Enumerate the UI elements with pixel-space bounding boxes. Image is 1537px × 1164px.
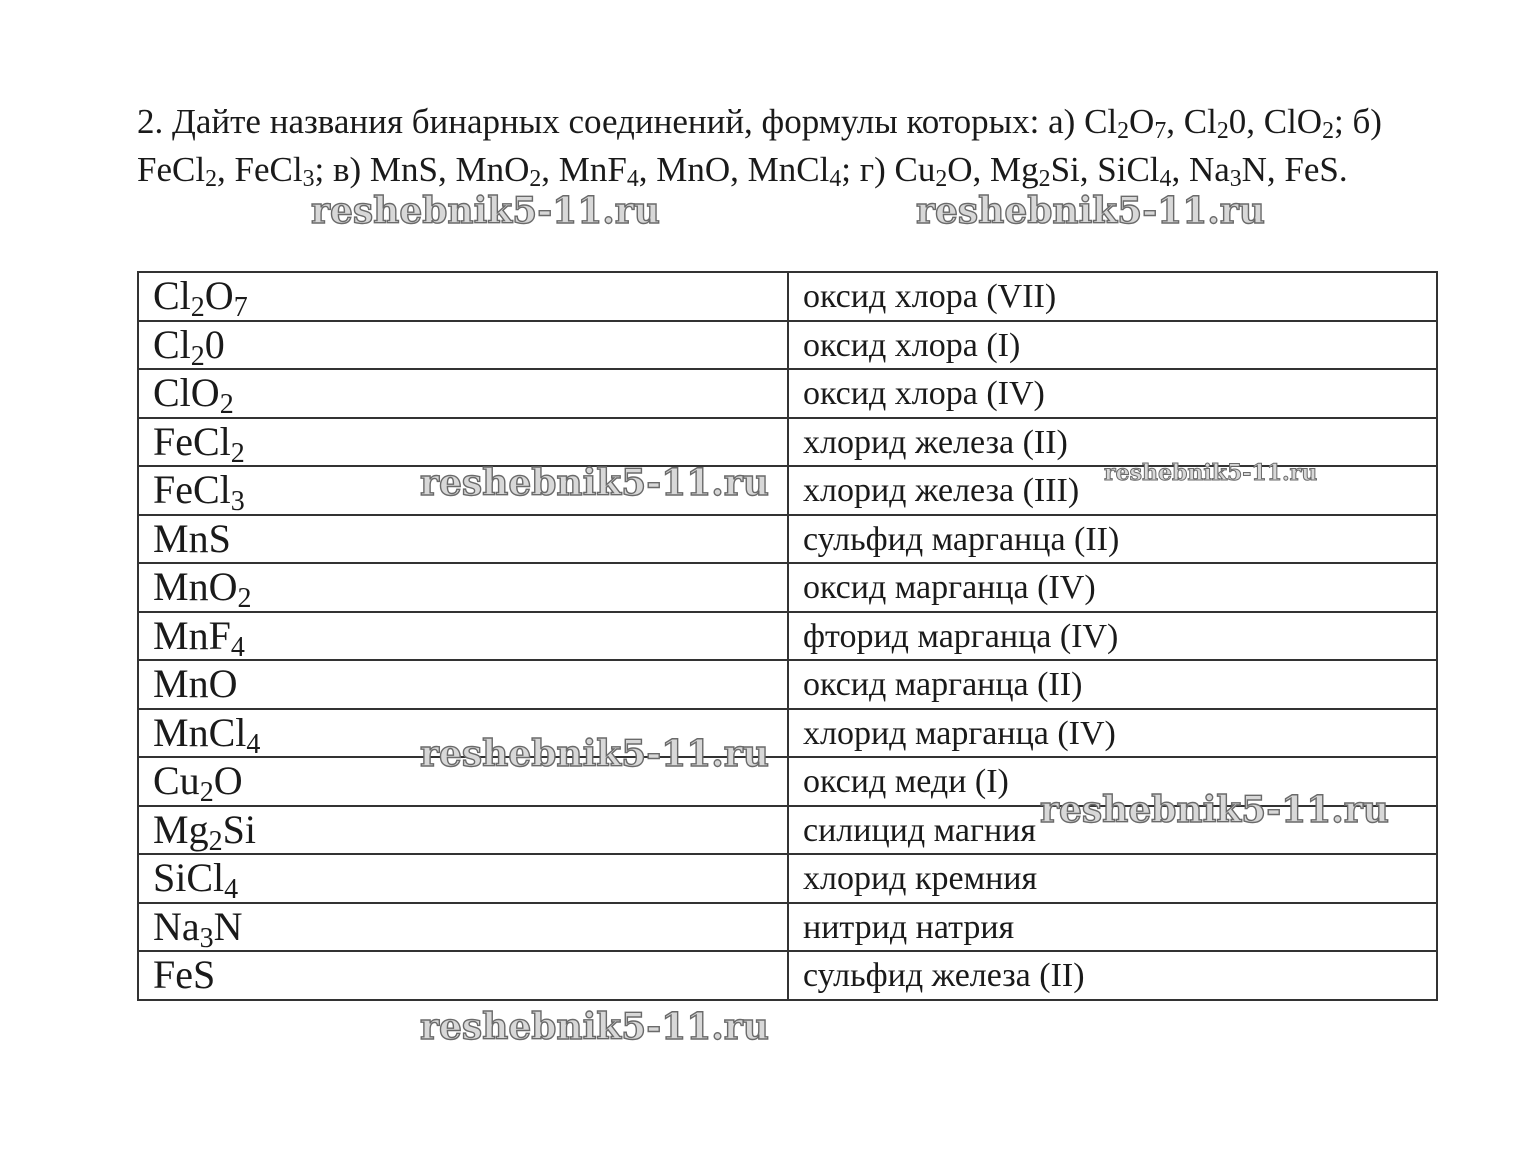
subscript: 2 (190, 292, 205, 324)
subscript: 2 (208, 825, 223, 857)
text-run: MnCl (153, 709, 247, 755)
text-run: , MnF (541, 150, 627, 189)
formula-cell (138, 709, 788, 758)
table-row (138, 563, 1437, 612)
compound-name-cell: фторид марганца (IV) (788, 612, 1437, 661)
compound-name-cell: хлорид железа (II) (788, 418, 1437, 467)
compound-name-cell: сульфид марганца (II) (788, 515, 1437, 564)
compound-name-cell: оксид марганца (IV) (788, 563, 1437, 612)
text-run: Mg (153, 806, 209, 852)
table-row (138, 369, 1437, 418)
table-row (138, 612, 1437, 661)
formula-cell (138, 903, 788, 952)
table-row (138, 466, 1437, 515)
formula-cell (138, 418, 788, 467)
subscript: 4 (224, 874, 239, 906)
subscript: 2 (219, 389, 234, 421)
compound-name-cell: сульфид железа (II) (788, 951, 1437, 1000)
subscript: 2 (935, 166, 948, 193)
subscript: 3 (230, 486, 245, 518)
answer-table (137, 271, 1438, 1001)
subscript: 2 (237, 583, 252, 615)
text-run: Si, SiCl (1050, 150, 1160, 189)
text-run: ClO (153, 370, 220, 416)
formula-cell (138, 369, 788, 421)
subscript: 4 (1159, 166, 1172, 193)
table-row (138, 515, 1437, 564)
watermark: reshebnik5-11.ru (916, 190, 1265, 232)
text-run: O (1129, 102, 1155, 141)
text-run: , Cl (1166, 102, 1217, 141)
text-run: SiCl (153, 855, 225, 901)
compound-name-cell: оксид хлора (I) (788, 321, 1437, 370)
subscript: 7 (1154, 118, 1167, 145)
subscript: 4 (246, 728, 261, 760)
text-run: MnO (153, 661, 238, 707)
formula-cell (138, 612, 788, 661)
formula-cell (138, 806, 788, 855)
watermark: reshebnik5-11.ru (1104, 460, 1318, 486)
text-run: O (213, 758, 243, 804)
table-row (138, 903, 1437, 952)
formula-cell (138, 951, 788, 1000)
text-run: N (213, 903, 243, 949)
watermark: reshebnik5-11.ru (1040, 789, 1389, 831)
watermark: reshebnik5-11.ru (420, 1006, 769, 1048)
subscript: 3 (199, 922, 214, 954)
subscript: 4 (829, 166, 842, 193)
subscript: 4 (626, 166, 639, 193)
text-run: FeS (153, 952, 216, 998)
text-run: ; б) FeCl (137, 102, 1382, 189)
subscript: 2 (1322, 118, 1334, 145)
compound-name-cell: оксид марганца (II) (788, 660, 1437, 709)
subscript: 7 (233, 292, 248, 324)
answer-table-body (138, 272, 1437, 1000)
table-row (138, 854, 1437, 903)
watermark: reshebnik5-11.ru (420, 733, 769, 775)
compound-name-cell: силицид магния (788, 806, 1437, 855)
text-run: FeCl (153, 467, 231, 513)
text-run: Si (222, 806, 256, 852)
formula-cell (138, 563, 788, 615)
watermark: reshebnik5-11.ru (420, 462, 769, 504)
text-run: N, FeS. (1241, 150, 1348, 189)
text-run: Cl (153, 321, 191, 367)
text-run: ; в) MnS, MnO (314, 150, 530, 189)
text-run: ; г) Cu (841, 150, 936, 189)
formula-cell (138, 466, 788, 518)
text-run: 2. Дайте названия бинарных соединений, формулы которых: а) Cl (137, 102, 1118, 141)
table-row (138, 272, 1437, 321)
task-text (137, 98, 1447, 194)
formula-cell (138, 515, 788, 564)
formula-cell (138, 757, 788, 809)
compound-name-cell: хлорид железа (III) (788, 466, 1437, 515)
formula-cell (138, 660, 788, 709)
subscript: 4 (230, 631, 245, 663)
compound-name-cell: хлорид марганца (IV) (788, 709, 1437, 758)
text-run: Cu (153, 758, 200, 804)
table-row (138, 418, 1437, 467)
text-run: , MnO, MnCl (638, 150, 830, 189)
subscript: 2 (205, 166, 217, 193)
text-run: MnS (153, 515, 231, 561)
text-run: Na (153, 903, 200, 949)
subscript: 3 (302, 166, 315, 193)
subscript: 2 (1117, 118, 1130, 145)
table-row (138, 951, 1437, 1000)
text-run: FeCl (153, 418, 231, 464)
table-row (138, 806, 1437, 855)
text-run: 0, ClO (1228, 102, 1323, 141)
subscript: 2 (230, 437, 245, 469)
subscript: 2 (190, 340, 205, 372)
table-row (138, 321, 1437, 370)
text-run: O (204, 273, 234, 319)
subscript: 2 (199, 777, 214, 809)
text-run: 0 (204, 321, 225, 367)
text-run: MnF (153, 612, 231, 658)
subscript: 2 (529, 166, 542, 193)
compound-name-cell: оксид хлора (VII) (788, 272, 1437, 321)
compound-name-cell: оксид меди (I) (788, 757, 1437, 806)
text-run: , FeCl (216, 150, 303, 189)
formula-cell (138, 272, 788, 324)
table-row (138, 757, 1437, 806)
text-run: MnO (153, 564, 238, 610)
text-run: O, Mg (947, 150, 1039, 189)
subscript: 2 (1216, 118, 1229, 145)
subscript: 3 (1229, 166, 1242, 193)
text-run: , Na (1171, 150, 1230, 189)
watermark: reshebnik5-11.ru (311, 190, 660, 232)
formula-cell (138, 854, 788, 906)
table-row (138, 709, 1437, 758)
table-row (138, 660, 1437, 709)
compound-name-cell: оксид хлора (IV) (788, 369, 1437, 418)
subscript: 2 (1038, 166, 1051, 193)
formula-cell (138, 321, 788, 370)
compound-name-cell: хлорид кремния (788, 854, 1437, 903)
compound-name-cell: нитрид натрия (788, 903, 1437, 952)
text-run: Cl (153, 273, 191, 319)
